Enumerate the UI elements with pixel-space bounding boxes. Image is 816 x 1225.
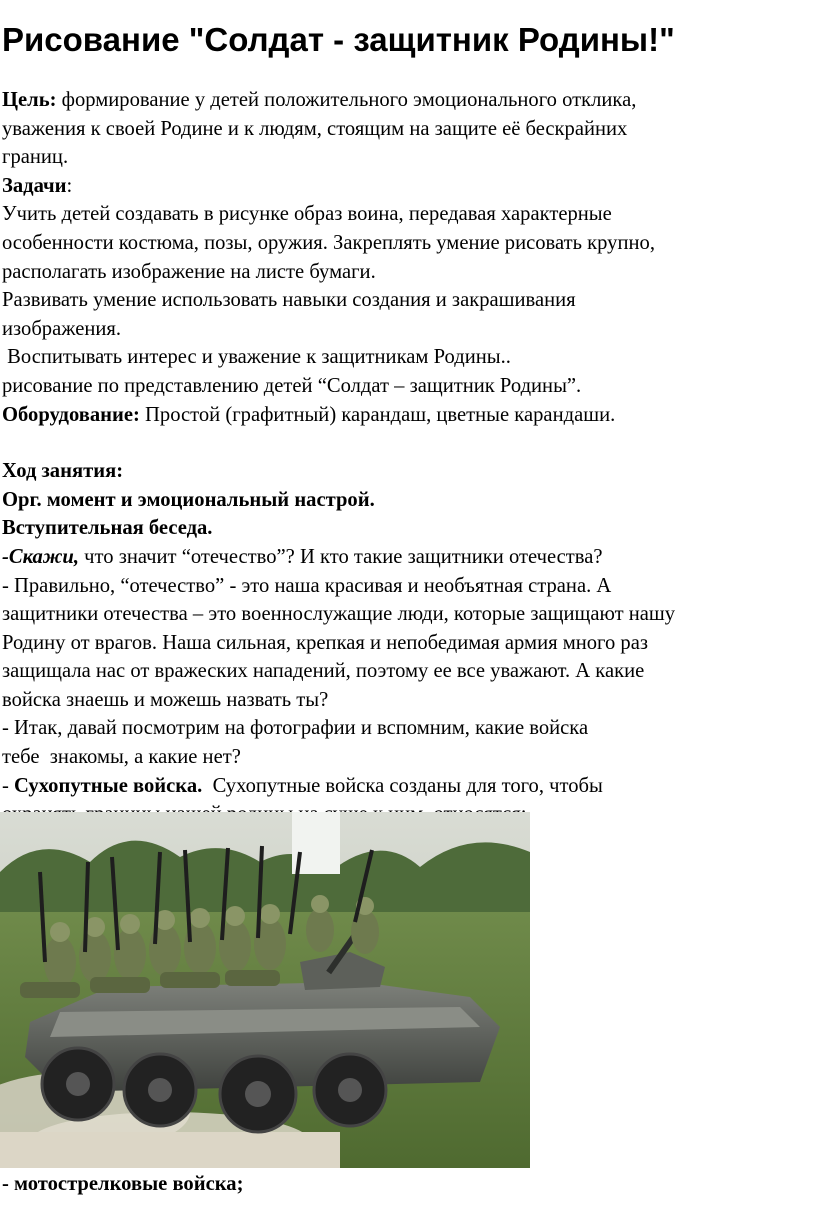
intro-talk-heading: Вступительная беседа. [2, 517, 213, 540]
answer-line: войска знаешь и можешь назвать ты? [2, 688, 329, 711]
task-line: рисование по представлению детей “Солдат – защитник Родины”. [2, 374, 582, 397]
question-prefix: -Скажи, [2, 545, 80, 568]
equipment-line [2, 401, 814, 430]
answer-line: Родину от врагов. Наша сильная, крепкая и непобедимая армия много раз [2, 631, 649, 654]
ground-forces-line [2, 772, 814, 801]
org-moment-heading: Орг. момент и эмоциональный настрой. [2, 488, 375, 511]
answer-line: - Итак, давай посмотрим на фотографии и вспомним, какие войска [2, 717, 589, 740]
goal-text-1: формирование у детей положительного эмоционального отклика, [56, 89, 637, 111]
task-line: располагать изображение на листе бумаги. [2, 260, 376, 283]
tasks-label: Задачи [2, 174, 67, 197]
question-line [2, 543, 814, 572]
lesson-heading: Ход занятия: [2, 460, 124, 483]
tasks-heading [2, 172, 814, 201]
equipment-label: Оборудование: [2, 403, 140, 426]
answer-line: защитники отечества – это военнослужащие люди, которые защищают нашу [2, 603, 676, 626]
page-title: Рисование "Солдат - защитник Родины!" [2, 21, 675, 58]
answer-line: защищала нас от вражеских нападений, поэтому ее все уважают. А какие [2, 660, 645, 683]
apc-illustration [0, 812, 530, 1168]
answer-line: тебе знакомы, а какие нет? [2, 746, 241, 769]
apc-photo [0, 812, 530, 1168]
spacer [2, 429, 814, 457]
ground-forces-prefix: - [2, 774, 15, 797]
goal-label: Цель: [2, 89, 57, 111]
photo-caption: - мотострелковые войска; [2, 1173, 244, 1195]
question-text: что значит “отечество”? И кто такие защитники отечества? [79, 545, 603, 568]
tasks-colon: : [66, 174, 73, 197]
equipment-text: Простой (графитный) карандаш, цветные карандаши. [139, 403, 616, 426]
goal-line-1 [2, 86, 814, 115]
task-line: изображения. [2, 317, 122, 340]
document-body [2, 86, 814, 829]
task-line: Развивать умение использовать навыки создания и закрашивания [2, 289, 576, 312]
task-line: особенности костюма, позы, оружия. Закреплять умение рисовать крупно, [2, 231, 655, 254]
goal-line-3: границ. [2, 146, 69, 169]
task-line: Воспитывать интерес и уважение к защитникам Родины.. [2, 346, 511, 369]
answer-line: - Правильно, “отечество” - это наша красивая и необъятная страна. А [2, 574, 612, 597]
task-line: Учить детей создавать в рисунке образ воина, передавая характерные [2, 203, 612, 226]
goal-line-2: уважения к своей Родине и к людям, стоящим на защите её бескрайних [2, 117, 628, 140]
ground-forces-text: Сухопутные войска созданы для того, чтобы [202, 774, 603, 797]
ground-forces-label: Сухопутные войска. [14, 774, 203, 797]
